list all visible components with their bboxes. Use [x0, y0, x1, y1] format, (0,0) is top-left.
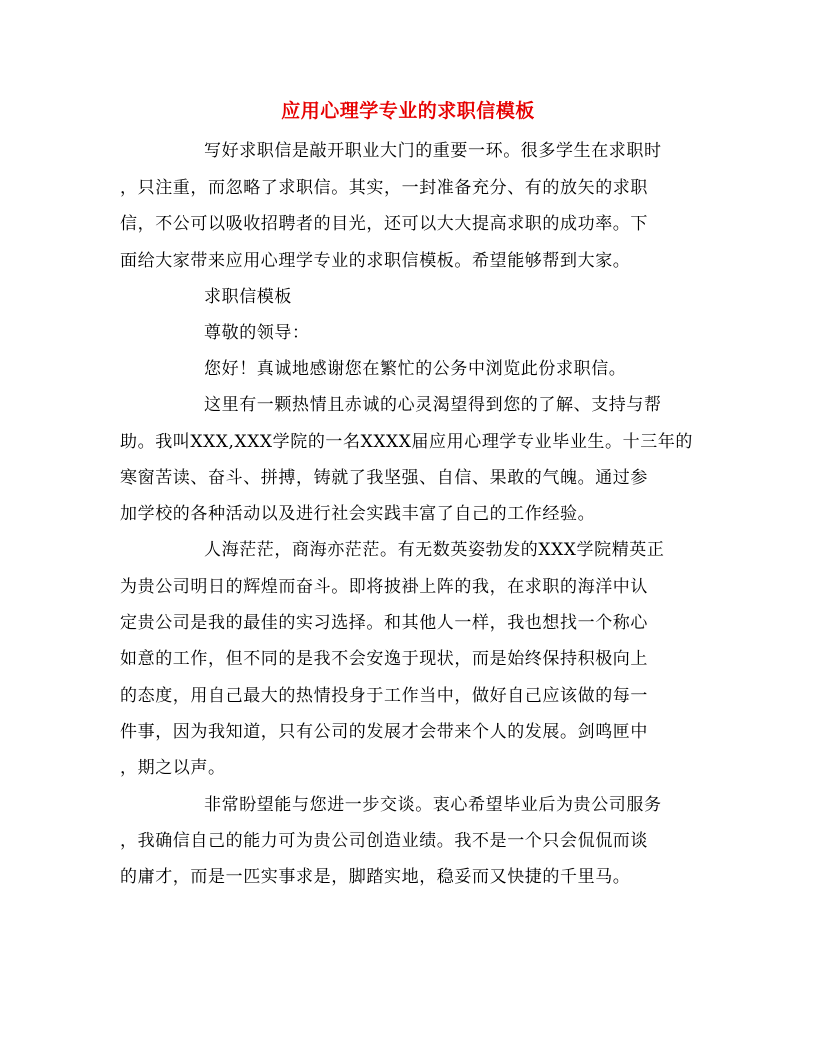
paragraph-line: ，期之以声。 [120, 758, 226, 778]
paragraph-line: 助。我叫XXX,XXX学院的一名XXXX届应用心理学专业毕业生。十三年的 [120, 432, 694, 452]
paragraph-line: 件事，因为我知道，只有公司的发展才会带来个人的发展。剑鸣匣中 [120, 722, 648, 742]
paragraph-line: 的庸才，而是一匹实事求是，脚踏实地，稳妥而又快捷的千里马。 [120, 867, 631, 887]
paragraph-line: 写好求职信是敲开职业大门的重要一环。很多学生在求职时 [204, 141, 662, 161]
paragraph-line: 这里有一颗热情且赤诚的心灵渴望得到您的了解、支持与帮 [204, 395, 662, 415]
paragraph-line: 人海茫茫，商海亦茫茫。有无数英姿勃发的XXX学院精英正 [204, 540, 665, 560]
paragraph-line: ，我确信自己的能力可为贵公司创造业绩。我不是一个只会侃侃而谈 [120, 831, 648, 851]
paragraph-line: 定贵公司是我的最佳的实习选择。和其他人一样，我也想找一个称心 [120, 613, 648, 633]
document-title: 应用心理学专业的求职信模板 [281, 100, 535, 122]
paragraph-line: 的态度，用自己最大的热情投身于工作当中，做好自己应该做的每一 [120, 686, 648, 706]
salutation: 尊敬的领导： [204, 323, 310, 343]
paragraph-line: ，只注重，而忽略了求职信。其实，一封准备充分、有的放矢的求职 [120, 178, 648, 198]
section-heading: 求职信模板 [204, 287, 292, 307]
paragraph-line: 为贵公司明日的辉煌而奋斗。即将披褂上阵的我，在求职的海洋中认 [120, 577, 648, 597]
paragraph-line: 面给大家带来应用心理学专业的求职信模板。希望能够帮到大家。 [120, 251, 631, 271]
paragraph-line: 非常盼望能与您进一步交谈。衷心希望毕业后为贵公司服务 [204, 795, 662, 815]
paragraph-line: 加学校的各种活动以及进行社会实践丰富了自己的工作经验。 [120, 504, 596, 524]
paragraph-line: 如意的工作，但不同的是我不会安逸于现状，而是始终保持积极向上 [120, 649, 648, 669]
paragraph-line: 寒窗苦读、奋斗、拼搏，铸就了我坚强、自信、果敢的气魄。通过参 [120, 468, 648, 488]
greeting-line: 您好！真诚地感谢您在繁忙的公务中浏览此份求职信。 [204, 359, 627, 379]
paragraph-line: 信，不公可以吸收招聘者的目光，还可以大大提高求职的成功率。下 [120, 214, 648, 234]
